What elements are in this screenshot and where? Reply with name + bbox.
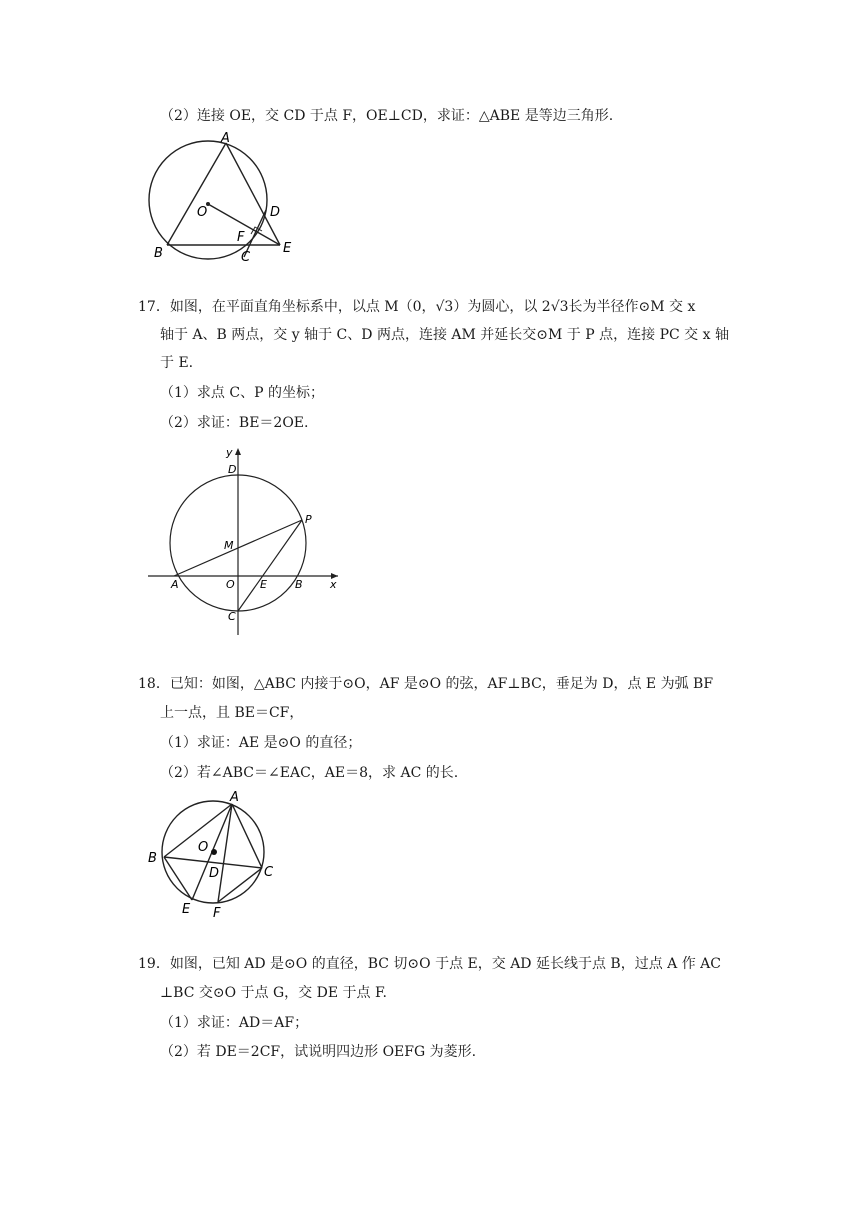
figure-16 xyxy=(140,130,310,274)
problem-17-line-1: 17．如图，在平面直角坐标系中，以点 M（0，√3）为圆心，以 2√3长为半径作⊙M 交 x xyxy=(138,299,696,315)
label-x: x xyxy=(330,578,337,591)
label-c: C xyxy=(241,250,251,265)
segment-af xyxy=(218,804,232,902)
label-b: B xyxy=(148,851,157,866)
segment-be xyxy=(164,857,192,900)
label-a: A xyxy=(221,131,230,146)
problem-19-part-1: （1）求证：AD＝AF； xyxy=(160,1015,309,1031)
label-o: O xyxy=(226,578,235,591)
problem-18-part-1: （1）求证：AE 是⊙O 的直径； xyxy=(160,735,362,751)
circle-o xyxy=(149,141,267,259)
problem-17-line-3: 于 E. xyxy=(160,355,194,371)
label-p: P xyxy=(305,513,312,526)
problem-19-line-2: ⊥BC 交⊙O 于点 G，交 DE 于点 F. xyxy=(160,985,387,1001)
figure-18-diagram xyxy=(140,785,300,925)
label-e: E xyxy=(260,578,267,591)
figure-18 xyxy=(140,785,300,929)
y-axis-arrow xyxy=(235,448,241,455)
figure-16-diagram xyxy=(140,130,310,270)
label-a: A xyxy=(171,578,179,591)
segment-fc xyxy=(218,868,262,902)
problem-17-part-1: （1）求点 C、P 的坐标； xyxy=(160,385,324,401)
label-o: O xyxy=(197,205,208,220)
label-m: M xyxy=(224,539,234,552)
problem-17-line-2: 轴于 A、B 两点，交 y 轴于 C、D 两点，连接 AM 并延长交⊙M 于 P 点，连接 PC 交 x 轴 xyxy=(160,327,729,343)
segment-ab xyxy=(167,143,226,245)
problem-18-part-2: （2）若∠ABC＝∠EAC，AE＝8，求 AC 的长. xyxy=(160,765,459,781)
label-d: D xyxy=(270,205,281,220)
label-a: A xyxy=(230,790,239,805)
label-o: O xyxy=(198,840,209,855)
label-e: E xyxy=(283,241,292,256)
problem-19-line-1: 19．如图，已知 AD 是⊙O 的直径，BC 切⊙O 于点 E，交 AD 延长线于点 B，过点 A 作 AC xyxy=(138,956,722,972)
label-b: B xyxy=(295,578,303,591)
label-b: B xyxy=(154,246,163,261)
label-y: y xyxy=(226,446,233,459)
problem-18-line-1: 18．已知：如图，△ABC 内接于⊙O，AF 是⊙O 的弦，AF⊥BC，垂足为 D，点 E 为弧 BF xyxy=(138,676,714,692)
problem-17-part-2: （2）求证：BE＝2OE. xyxy=(160,415,309,431)
label-c: C xyxy=(264,865,274,880)
figure-17-diagram xyxy=(140,440,350,640)
problem-19-part-2: （2）若 DE＝2CF，试说明四边形 OEFG 为菱形. xyxy=(160,1044,477,1060)
label-c: C xyxy=(228,610,236,623)
label-e: E xyxy=(182,902,191,917)
label-f: F xyxy=(237,230,245,245)
label-f: F xyxy=(213,906,221,921)
center-o-dot xyxy=(211,849,217,855)
label-d: D xyxy=(209,866,220,881)
label-d: D xyxy=(228,463,237,476)
problem-18-line-2: 上一点，且 BE＝CF， xyxy=(160,705,304,721)
figure-17 xyxy=(140,440,350,644)
problem-16-part-2: （2）连接 OE，交 CD 于点 F，OE⊥CD，求证：△ABE 是等边三角形. xyxy=(160,108,614,124)
